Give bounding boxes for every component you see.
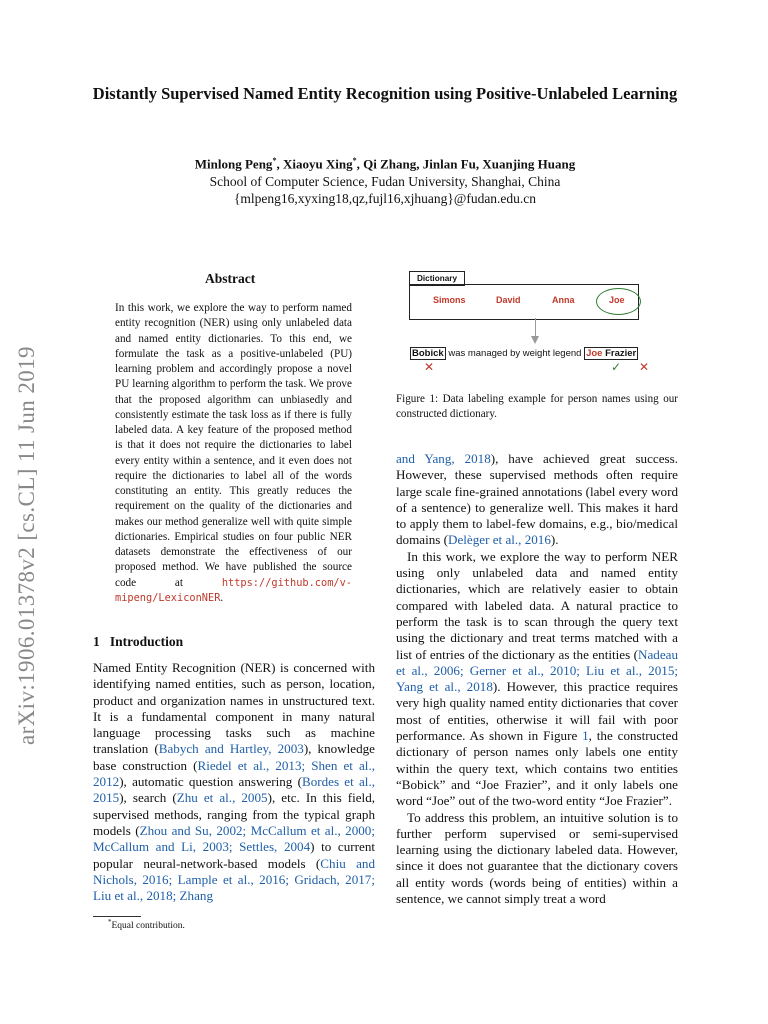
citation-link[interactable]: and Yang, 2018 xyxy=(396,451,491,466)
entity-box-bobick: Bobick xyxy=(412,348,444,359)
unmatched-word: Frazier xyxy=(602,348,637,359)
abstract-end: . xyxy=(220,591,224,604)
section-title: Introduction xyxy=(109,634,184,649)
paper-title: Distantly Supervised Named Entity Recognition using Positive-Unlabeled Learning xyxy=(92,84,678,103)
citation-link[interactable]: Babych and Hartley, 2003 xyxy=(158,741,304,757)
paragraph xyxy=(396,451,678,549)
affiliation: School of Computer Science, Fudan University, Shanghai, China xyxy=(209,174,561,189)
body-text: ), automatic question answering ( xyxy=(119,774,302,790)
citation-link[interactable]: Zhu et al., 2005 xyxy=(176,790,268,806)
body-text: , the constructed dictionary of person names only labels one entity within the query text, which contains two entities “Bobick” and “Joe Frazier”, and it only labels one word “Joe” out of the two-word entity “Joe Frazier”. xyxy=(396,728,678,809)
body-text: ). xyxy=(550,532,559,548)
citation-link[interactable]: Bordes et al., 2015 xyxy=(93,774,375,806)
body-text: ), knowledge base construction ( xyxy=(93,741,375,773)
equal-contribution-mark: * xyxy=(352,156,357,165)
author-name: Minlong Peng xyxy=(194,156,273,172)
body-text: ), have achieved great success. However, these supervised methods often require large scale fine-grained annotations (label every word of a sentence) to generalize well. This makes it hard to apply them to label-few domains, e.g., bio/medical domains ( xyxy=(396,451,678,548)
dictionary-tab-label: Dictionary xyxy=(409,271,465,286)
author-names-rest: , Qi Zhang, Jinlan Fu, Xuanjing Huang xyxy=(356,156,576,172)
footnote-mark: * xyxy=(108,918,112,926)
cross-icon: ✕ xyxy=(424,360,435,374)
section-heading-introduction xyxy=(93,634,183,650)
author-list xyxy=(80,156,690,172)
right-column-text xyxy=(396,451,678,907)
citation-link[interactable]: Delèger et al., 2016 xyxy=(448,532,551,548)
matched-word: Joe xyxy=(586,348,603,359)
footnote-text: Equal contribution. xyxy=(111,921,185,932)
match-highlight-ellipse xyxy=(596,288,641,315)
check-icon: ✓ xyxy=(611,360,622,374)
arxiv-identifier: arXiv:1906.01378v2 [cs.CL] 11 Jun 2019 xyxy=(14,346,39,745)
body-text: ). However, this practice requires very high quality named entity dictionaries that cover most of entities, otherwise it will fail with poor performance. As shown in Figure xyxy=(396,679,679,744)
abstract-paragraph: In this work, we explore the way to perform named entity recognition (NER) using only unlabeled data and named entity dictionaries. To this end, we formulate the task as a positive-unlabeled (PU) learning problem and accordingly propose a novel PU learning algorithm to perform the task. We prove that the proposed algorithm can unbiasedly and consistently estimate the task loss as if there is fully labeled data. A key feature of the proposed method is that it does not require the dictionaries to label every entity within a sentence, and it even does not require the dictionaries to label all of the words constituting an entity. This greatly reduces the requirement on the quality of the dictionaries and makes our method generalize well with quite simple dictionaries. Empirical studies on four public NER datasets demonstrate the effectiveness of our proposed method. We have published the source code at xyxy=(115,302,352,589)
entity-box-joe-frazier xyxy=(584,347,638,360)
body-text: Named Entity Recognition (NER) is concerned with identifying named entities, such as person, location, product and organization names in unstructured text. It is a fundamental component in many natural language processing tasks such as machine translation ( xyxy=(93,660,375,757)
author-emails: {mlpeng16,xyxing18,qz,fujl16,xjhuang}@fudan.edu.cn xyxy=(233,191,537,206)
body-text: In this work, we explore the way to perform NER using only unlabeled data and named entity dictionaries, which are relatively easier to obtain compared with labeled data. A natural practice to perform the task is to scan through the query text using the dictionary and treat terms matched with a list of entries of the dictionary as the entities ( xyxy=(396,548,678,662)
sentence-text: was managed by weight legend xyxy=(445,348,585,359)
figure-caption: Figure 1: Data labeling example for person names using our constructed dictionary. xyxy=(396,393,678,420)
abstract-heading: Abstract xyxy=(205,271,256,286)
figure-reference-link[interactable]: 1 xyxy=(582,728,589,744)
equal-contribution-mark: * xyxy=(272,156,277,165)
citation-link[interactable]: Chiu and Nichols, 2016; Lample et al., 2016; Gridach, 2017; Liu et al., 2018; Zhang xyxy=(93,855,375,904)
introduction-paragraph xyxy=(93,660,375,904)
abstract-text xyxy=(115,301,352,606)
body-text: To address this problem, an intuitive solution is to further perform supervised or semi-supervised learning using the dictionary labeled data. However, since it does not guarantee that the dictionary covers all entity words (words being of entities) within a sentence, we cannot simply treat a word xyxy=(396,809,678,907)
paragraph xyxy=(396,549,678,810)
dictionary-entry: Anna xyxy=(552,295,575,305)
body-text: ) to current popular neural-network-based models ( xyxy=(93,839,376,871)
dictionary-entry: Joe xyxy=(609,295,625,305)
body-text: ), search ( xyxy=(119,790,177,806)
footnote xyxy=(108,918,185,931)
footnote-divider xyxy=(93,916,141,917)
dictionary-entry: Simons xyxy=(433,295,466,305)
citation-link[interactable]: Riedel et al., 2013; Shen et al., 2012 xyxy=(93,757,375,790)
dictionary-entry: David xyxy=(496,295,521,305)
cross-icon: ✕ xyxy=(639,360,650,374)
arrow-down-icon xyxy=(531,336,539,344)
paragraph xyxy=(396,810,678,908)
source-code-link[interactable]: https://github.com/v-mipeng/LexiconNER xyxy=(115,576,352,604)
query-sentence xyxy=(410,347,638,360)
citation-link[interactable]: Nadeau et al., 2006; Gerner et al., 2010; Liu et al., 2015; Yang et al., 2018 xyxy=(396,646,678,695)
section-number: 1 xyxy=(93,634,100,649)
body-text: ), etc. In this field, supervised methods, ranging from the typical graph models ( xyxy=(93,790,376,838)
citation-link[interactable]: Zhou and Su, 2002; McCallum et al., 2000; McCallum and Li, 2003; Settles, 2004 xyxy=(93,822,375,855)
author-name: , Xiaoyu Xing xyxy=(276,156,353,172)
